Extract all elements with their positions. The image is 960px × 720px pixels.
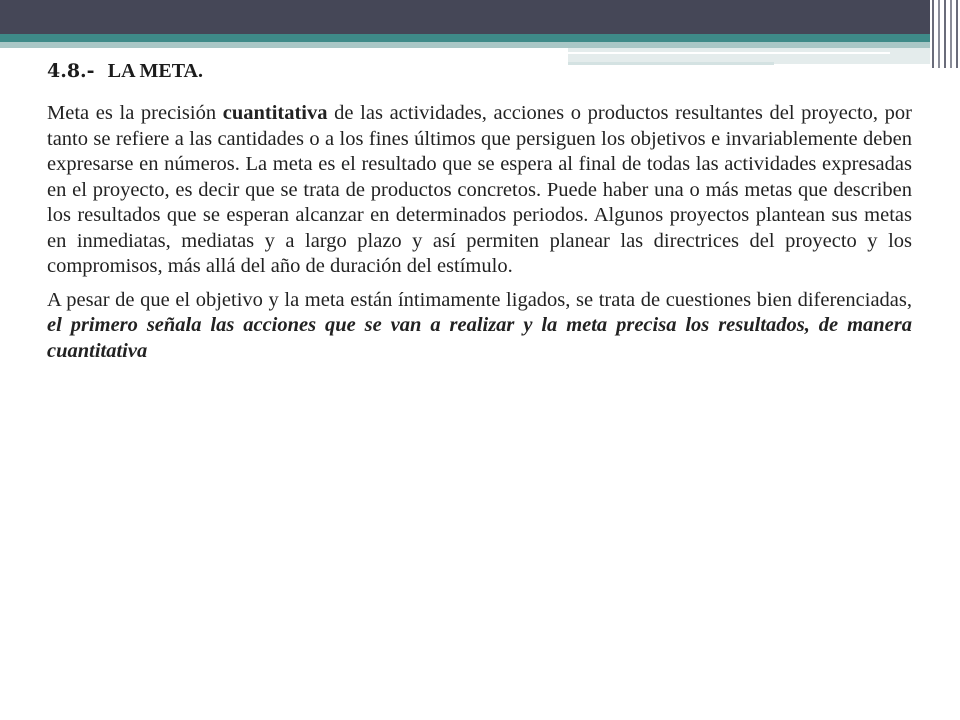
header-band-dark [0,0,960,34]
slide-content [47,60,912,372]
paragraph-definition-bold-term: cuantitativa [222,102,328,124]
corner-stripe [932,0,934,68]
slide-title [47,60,912,83]
slide-title-text: LA META. [107,60,203,82]
corner-stripe [950,0,952,68]
corner-stripe [956,0,958,68]
paragraph-definition [47,101,912,280]
slide-title-number: 4.8.- [47,60,95,82]
paragraph-comparison-emphasis: el primero señala las acciones que se van a realizar y la meta precisa los resultados, de manera cuantitativa [47,314,912,362]
paragraph-definition-intro: Meta es la precisión [47,102,223,124]
paragraph-comparison [47,288,912,365]
corner-stripe [938,0,940,68]
header-band-line [568,52,890,54]
paragraph-comparison-intro: A pesar de que el objetivo y la meta están íntimamente ligados, se trata de cuestiones bien diferenciadas, [47,288,912,311]
corner-stripe [944,0,946,68]
header-band-teal [0,34,960,42]
header-corner-ornament [930,0,960,68]
paragraph-definition-body: de las actividades, acciones o productos resultantes del proyecto, por tanto se refiere a las cantidades o a los fines últimos que persiguen los objetivos e invariablemente deben expresarse en números. La meta es el resultado que se espera al final de todas las actividades expresadas en el proyecto, es decir que se trata de productos concretos. Puede haber una o más metas que describen los resultados que se esperan alcanzar en determinados periodos. Algunos proyectos plantean sus metas en inmediatas, mediatas y a largo plazo y así permiten planear las directrices del proyecto y los compromisos, más allá del año de duración del estímulo. [47,102,912,277]
